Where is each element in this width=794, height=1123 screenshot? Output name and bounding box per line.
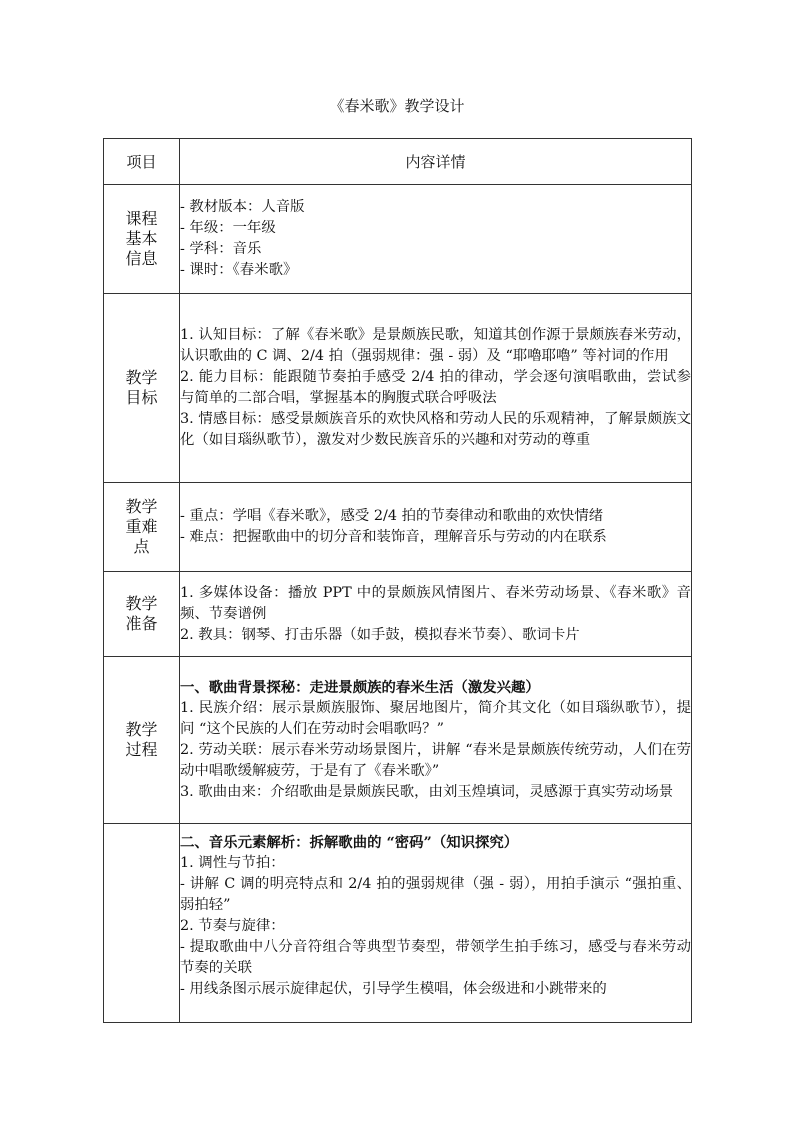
- basic-info-line: - 教材版本：人音版: [180, 199, 305, 215]
- row-label-process: 教学 过程: [104, 657, 180, 824]
- goal-item: 2. 能力目标：能跟随节奏拍手感受 2/4 拍的律动，学会逐句演唱歌曲，尝试参与简单的二部合唱，掌握基本的胸腹式联合呼吸法: [180, 369, 691, 406]
- key-point-item: - 重点：学唱《春米歌》，感受 2/4 拍的节奏律动和歌曲的欢快情绪: [180, 508, 604, 524]
- row-label-preparation: 教学 准备: [104, 572, 180, 657]
- goal-item: 1. 认知目标：了解《春米歌》是景颇族民歌，知道其创作源于景颇族春米劳动，认识歌曲的 C 调、2/4 拍（强弱规律：强 - 弱）及 “耶嚕耶嚕” 等衬词的作用: [180, 327, 691, 364]
- row-label-empty: [104, 824, 180, 1023]
- table-header-row: [104, 139, 692, 185]
- row-label-key-points: 教学 重难 点: [104, 483, 180, 572]
- basic-info-line: - 学科：音乐: [180, 241, 262, 257]
- table-row-process-continued: [104, 824, 692, 1023]
- header-content: 内容详情: [180, 139, 692, 185]
- process-item: - 讲解 C 调的明亮特点和 2/4 拍的强弱规律（强 - 弱），用拍手演示 “强拍重、弱拍轻”: [180, 876, 691, 913]
- row-label-goals: 教学 目标: [104, 294, 180, 483]
- preparation-item: 1. 多媒体设备：播放 PPT 中的景颇族风情图片、春米劳动场景、《春米歌》音频、节奏谱例: [180, 584, 691, 622]
- key-point-item: - 难点：把握歌曲中的切分音和装饰音，理解音乐与劳动的内在联系: [180, 529, 607, 545]
- section-heading: 一、歌曲背景探秘：走进景颇族的春米生活（激发兴趣）: [180, 679, 540, 696]
- process-item: 1. 民族介绍：展示景颇族服饰、聚居地图片，简介其文化（如目瑙纵歌节），提问 “这个民族的人们在劳动时会唱歌吗？”: [180, 700, 691, 737]
- goal-item: 3. 情感目标：感受景颇族音乐的欢快风格和劳动人民的乐观精神，了解景颇族文化（如目瑙纵歌节），激发对少数民族音乐的兴趣和对劳动的尊重: [180, 411, 691, 448]
- process-item: 2. 劳动关联：展示春米劳动场景图片，讲解 “春米是景颇族传统劳动，人们在劳动中唱歌缓解疲劳，于是有了《春米歌》”: [180, 742, 691, 779]
- document-title: 《春米歌》教学设计: [329, 97, 465, 115]
- process-item: 3. 歌曲由来：介绍歌曲是景颇族民歌，由刘玉煌填词，灵感源于真实劳动场景: [180, 784, 674, 800]
- header-item: 项目: [104, 139, 180, 185]
- process-item: 1. 调性与节拍：: [180, 855, 285, 871]
- process-item: - 用线条图示展示旋律起伏，引导学生模唱，体会级进和小跳带来的: [180, 981, 607, 997]
- section-heading: 二、音乐元素解析：拆解歌曲的 “密码”（知识探究）: [180, 834, 519, 851]
- process-item: 2. 节奏与旋律：: [180, 918, 285, 934]
- table-row-goals: [104, 294, 692, 483]
- basic-info-line: - 课时：《春米歌》: [180, 262, 298, 278]
- process-section-2: [180, 824, 692, 1023]
- table-row-process: [104, 657, 692, 824]
- basic-info-content: [180, 185, 692, 294]
- preparation-content: [180, 572, 692, 657]
- row-label-basic-info: 课程 基本 信息: [104, 185, 180, 294]
- key-points-content: [180, 483, 692, 572]
- process-item: - 提取歌曲中八分音符组合等典型节奏型，带领学生拍手练习，感受与春米劳动节奏的关联: [180, 939, 691, 976]
- process-section-1: [180, 657, 692, 824]
- basic-info-line: - 年级：一年级: [180, 220, 276, 236]
- table-row-key-points: [104, 483, 692, 572]
- table-row-preparation: [104, 572, 692, 657]
- preparation-item: 2. 教具：钢琴、打击乐器（如手鼓，模拟春米节奏）、歌词卡片: [180, 626, 580, 643]
- lesson-plan-table: [103, 138, 692, 1023]
- table-row-basic-info: [104, 185, 692, 294]
- goals-content: [180, 294, 692, 483]
